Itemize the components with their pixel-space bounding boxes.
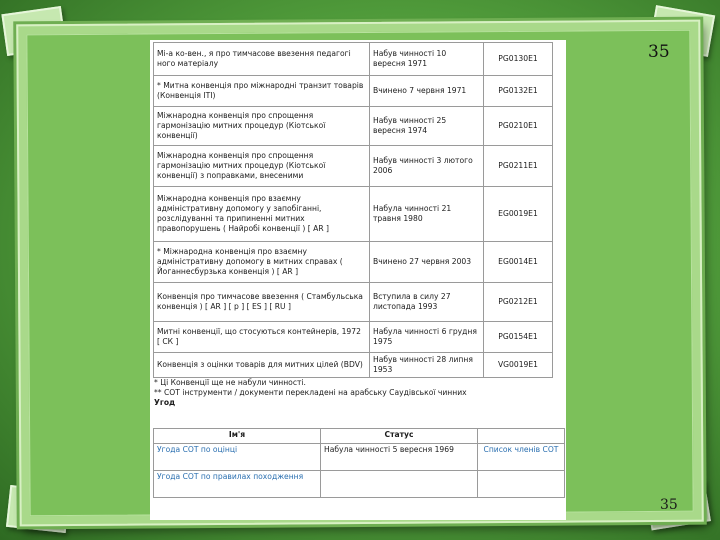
section-heading: Угод <box>154 398 176 407</box>
agreement-extra <box>478 471 565 498</box>
convention-title[interactable]: Міжнародна конвенція про спрощення гармонізацію митних процедур (Кіотської конвенції) з поправками, внесеними <box>154 146 370 187</box>
footnote-1: * Ці Конвенції ще не набули чинності. <box>154 378 306 387</box>
conventions-table <box>153 42 553 378</box>
agreement-link[interactable]: Угода СОТ по правилах походження <box>157 472 304 481</box>
document-code-link[interactable]: PG0212E1 <box>484 283 553 322</box>
footnotes <box>154 378 554 408</box>
convention-title: Конвенція про тимчасове ввезення ( Стамбульська конвенція ) [ AR ] [ p ] [ ES ] [ RU ] <box>154 283 370 322</box>
convention-status: Набув чинності 10 вересня 1971 <box>370 43 484 76</box>
table-row <box>154 353 553 378</box>
convention-status: Вчинено 7 червня 1971 <box>370 76 484 107</box>
convention-status: Вступила в силу 27 листопада 1993 <box>370 283 484 322</box>
document-code-link[interactable]: VG0019E1 <box>484 353 553 378</box>
footnote-2: ** СОТ інструменти / документи перекладені на арабську Саудівської чинних <box>154 388 467 397</box>
convention-title[interactable]: * Міжнародна конвенція про взаємну адміністративну допомогу в митних справах ( Йоганнесбурзька конвенція ) [ AR ] <box>154 242 370 283</box>
table-row <box>154 76 553 107</box>
table-row <box>154 444 565 471</box>
convention-title: Мі-а ко-вен., я про тимчасове ввезення педагогі ного матеріалу <box>154 43 370 76</box>
convention-status: Вчинено 27 червня 2003 <box>370 242 484 283</box>
table-row <box>154 107 553 146</box>
convention-title: Міжнародна конвенція про взаємну адміністративну допомогу у запобіганні, розслідуванні та припиненні митних правопорушень ( Найробі конвенції ) [ AR ] <box>154 187 370 242</box>
agreement-status: Набула чинності 5 вересня 1969 <box>321 444 478 471</box>
convention-title: * Митна конвенція про міжнародні транзит товарів (Конвенція ITI) <box>154 76 370 107</box>
document-code-link[interactable]: PG0210E1 <box>484 107 553 146</box>
document-code-link[interactable]: PG0154E1 <box>484 322 553 353</box>
convention-status: Набула чинності 21 травня 1980 <box>370 187 484 242</box>
convention-status: Набув чинності 28 липня 1953 <box>370 353 484 378</box>
agreement-status <box>321 471 478 498</box>
page-number-bottom: 35 <box>660 497 678 513</box>
convention-status: Набув чинності 3 лютого 2006 <box>370 146 484 187</box>
table-row <box>154 242 553 283</box>
page-number-top: 35 <box>648 42 670 62</box>
header-name: Ім'я <box>154 429 321 444</box>
agreements-table <box>153 428 565 498</box>
document-code-link[interactable]: EG0014E1 <box>484 242 553 283</box>
convention-title: Конвенція з оцінки товарів для митних цілей (BDV) <box>154 353 370 378</box>
member-list-link[interactable]: Список членів СОТ <box>483 445 559 454</box>
header-status: Статус <box>321 429 478 444</box>
document-code-link[interactable]: EG0019E1 <box>484 187 553 242</box>
document-page <box>150 40 566 520</box>
table-row <box>154 471 565 498</box>
agreement-link[interactable]: Угода СОТ по оцінці <box>157 445 238 454</box>
convention-status: Набув чинності 25 вересня 1974 <box>370 107 484 146</box>
document-code-link[interactable]: PG0132E1 <box>484 76 553 107</box>
document-code-link[interactable]: PG0130E1 <box>484 43 553 76</box>
convention-status: Набула чинності 6 грудня 1975 <box>370 322 484 353</box>
table-row <box>154 43 553 76</box>
header-links <box>478 429 565 444</box>
table-row <box>154 187 553 242</box>
convention-title: Міжнародна конвенція про спрощення гармонізацію митних процедур (Кіотської конвенції) <box>154 107 370 146</box>
table-row <box>154 283 553 322</box>
document-code-link[interactable]: PG0211E1 <box>484 146 553 187</box>
convention-title[interactable]: Митні конвенції, що стосуються контейнерів, 1972 [ СК ] <box>154 322 370 353</box>
table-row <box>154 146 553 187</box>
table-row <box>154 322 553 353</box>
